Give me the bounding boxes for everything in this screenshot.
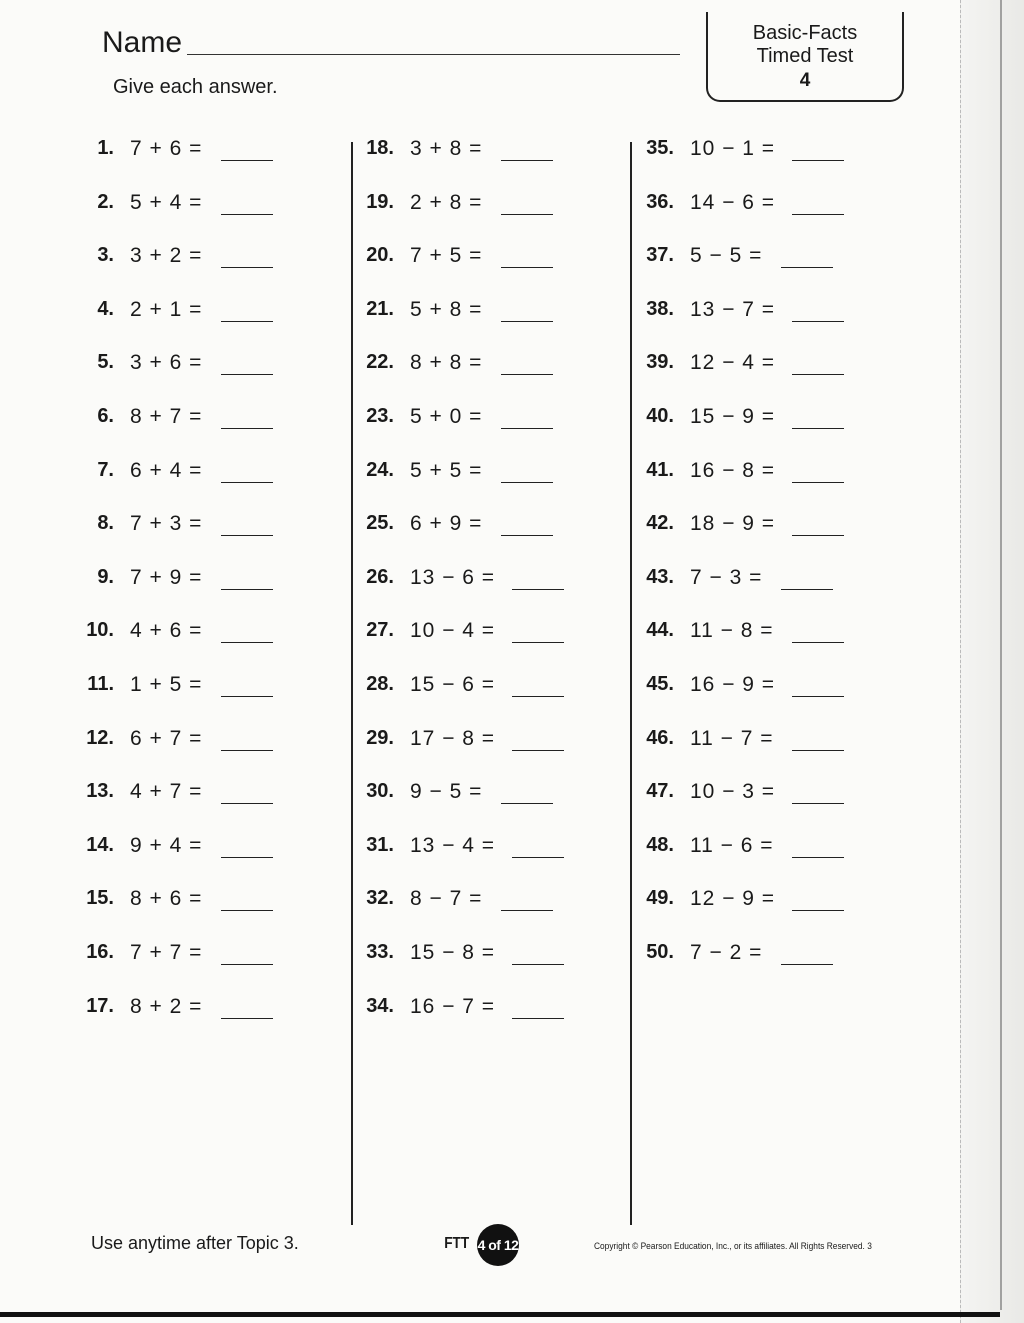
problem-number: 15. bbox=[86, 887, 114, 910]
problem-expression: 11 − 8 = bbox=[690, 619, 774, 643]
problem-number: 46. bbox=[646, 726, 674, 749]
problem-expression: 5 − 5 = bbox=[690, 244, 763, 268]
answer-blank[interactable] bbox=[221, 857, 273, 858]
problem-number: 16. bbox=[86, 941, 114, 963]
problem-number: 27. bbox=[366, 619, 394, 642]
answer-blank[interactable] bbox=[221, 589, 273, 590]
problem-expression: 4 + 6 = bbox=[130, 619, 203, 643]
name-field[interactable] bbox=[187, 54, 680, 55]
title-box bbox=[706, 12, 904, 102]
problem-number: 17. bbox=[86, 994, 114, 1017]
problem-number: 25. bbox=[366, 512, 394, 535]
problem-number: 11. bbox=[87, 673, 114, 695]
problem-number: 37. bbox=[646, 244, 674, 267]
answer-blank[interactable] bbox=[792, 321, 844, 322]
problem-expression: 11 − 7 = bbox=[690, 726, 774, 750]
answer-blank[interactable] bbox=[221, 267, 273, 268]
problem-number: 44. bbox=[646, 619, 674, 642]
answer-blank[interactable] bbox=[221, 214, 273, 215]
answer-blank[interactable] bbox=[501, 374, 553, 375]
problem-expression: 5 + 4 = bbox=[130, 190, 203, 214]
problem-expression: 15 − 8 = bbox=[410, 941, 496, 964]
answer-blank[interactable] bbox=[501, 160, 553, 161]
title-line-2: Timed Test bbox=[756, 45, 854, 67]
problem-expression: 7 − 3 = bbox=[690, 565, 763, 589]
problem-expression: 15 − 6 = bbox=[410, 673, 496, 696]
problem-number: 8. bbox=[97, 512, 114, 535]
problem-number: 10. bbox=[86, 619, 114, 642]
problem-expression: 3 + 6 = bbox=[130, 351, 203, 375]
problem-number: 50. bbox=[646, 941, 674, 963]
problem-expression: 11 − 6 = bbox=[690, 833, 774, 857]
problem-number: 4. bbox=[97, 297, 114, 320]
problem-expression: 3 + 2 = bbox=[130, 244, 203, 268]
problem-expression: 7 + 7 = bbox=[130, 941, 203, 964]
problem-expression: 13 − 7 = bbox=[690, 297, 776, 321]
answer-blank[interactable] bbox=[221, 642, 273, 643]
answer-blank[interactable] bbox=[792, 642, 844, 643]
answer-blank[interactable] bbox=[781, 267, 833, 268]
problem-expression: 16 − 7 = bbox=[410, 994, 496, 1018]
answer-blank[interactable] bbox=[501, 910, 553, 911]
problem-number: 2. bbox=[97, 190, 114, 213]
problem-expression: 15 − 9 = bbox=[690, 405, 776, 428]
problem-number: 3. bbox=[97, 244, 114, 267]
answer-blank[interactable] bbox=[792, 214, 844, 215]
answer-blank[interactable] bbox=[792, 428, 844, 429]
problem-number: 34. bbox=[366, 994, 394, 1017]
problem-expression: 9 + 4 = bbox=[130, 833, 203, 857]
footer-note: Use anytime after Topic 3. bbox=[91, 1233, 299, 1253]
answer-blank[interactable] bbox=[221, 160, 273, 161]
problem-number: 21. bbox=[366, 297, 394, 320]
answer-blank[interactable] bbox=[512, 750, 564, 751]
problem-number: 20. bbox=[366, 244, 394, 267]
problem-number: 7. bbox=[97, 458, 114, 481]
problem-expression: 18 − 9 = bbox=[690, 512, 776, 536]
answer-blank[interactable] bbox=[792, 803, 844, 804]
answer-blank[interactable] bbox=[792, 535, 844, 536]
problem-number: 19. bbox=[366, 190, 394, 213]
problem-expression: 13 − 6 = bbox=[410, 565, 496, 589]
problem-number: 47. bbox=[646, 780, 674, 803]
answer-blank[interactable] bbox=[792, 857, 844, 858]
answer-blank[interactable] bbox=[221, 1018, 273, 1019]
problem-number: 5. bbox=[97, 351, 114, 374]
answer-blank[interactable] bbox=[512, 589, 564, 590]
problem-expression: 6 + 4 = bbox=[130, 458, 203, 482]
problem-number: 49. bbox=[646, 887, 674, 910]
problem-number: 23. bbox=[366, 405, 394, 427]
answer-blank[interactable] bbox=[512, 964, 564, 965]
problem-number: 39. bbox=[646, 351, 674, 374]
problem-expression: 5 + 0 = bbox=[410, 405, 483, 428]
answer-blank[interactable] bbox=[221, 321, 273, 322]
problem-expression: 6 + 7 = bbox=[130, 726, 203, 750]
answer-blank[interactable] bbox=[792, 696, 844, 697]
bottom-rule bbox=[0, 1312, 1000, 1317]
problem-expression: 16 − 8 = bbox=[690, 458, 776, 482]
answer-blank[interactable] bbox=[512, 1018, 564, 1019]
problem-expression: 12 − 9 = bbox=[690, 887, 776, 911]
title-line-1: Basic-Facts bbox=[752, 22, 858, 44]
problem-expression: 12 − 4 = bbox=[690, 351, 776, 375]
problem-expression: 7 + 5 = bbox=[410, 244, 483, 268]
test-number: 4 bbox=[799, 70, 811, 91]
answer-blank[interactable] bbox=[792, 750, 844, 751]
page-edge bbox=[960, 0, 1024, 1323]
problem-expression: 10 − 1 = bbox=[690, 137, 776, 160]
copyright: Copyright © Pearson Education, Inc., or its affiliates. All Rights Reserved. 3 bbox=[594, 1241, 872, 1252]
problem-expression: 2 + 1 = bbox=[130, 297, 203, 321]
answer-blank[interactable] bbox=[221, 696, 273, 697]
problem-number: 29. bbox=[366, 726, 394, 749]
problem-expression: 10 − 3 = bbox=[690, 780, 776, 804]
name-label: Name bbox=[102, 26, 183, 59]
problem-number: 45. bbox=[646, 673, 674, 695]
answer-blank[interactable] bbox=[512, 696, 564, 697]
problem-expression: 8 + 6 = bbox=[130, 887, 203, 911]
answer-blank[interactable] bbox=[221, 535, 273, 536]
problem-expression: 8 − 7 = bbox=[410, 887, 483, 911]
answer-blank[interactable] bbox=[221, 964, 273, 965]
problem-expression: 7 − 2 = bbox=[690, 941, 763, 964]
problem-expression: 8 + 8 = bbox=[410, 351, 483, 375]
problem-number: 28. bbox=[366, 673, 394, 695]
problem-number: 35. bbox=[646, 137, 674, 159]
problem-expression: 5 + 5 = bbox=[410, 458, 483, 482]
answer-blank[interactable] bbox=[501, 803, 553, 804]
problem-number: 43. bbox=[646, 565, 674, 588]
column-divider bbox=[351, 142, 353, 1225]
ftt-label: FTT bbox=[444, 1235, 470, 1252]
answer-blank[interactable] bbox=[512, 857, 564, 858]
answer-blank[interactable] bbox=[501, 535, 553, 536]
page-edge-line bbox=[1000, 0, 1002, 1310]
problem-number: 38. bbox=[646, 297, 674, 320]
problem-expression: 7 + 6 = bbox=[130, 137, 203, 160]
problem-number: 9. bbox=[97, 565, 114, 588]
problem-number: 40. bbox=[646, 405, 674, 427]
problem-number: 1. bbox=[97, 137, 114, 159]
answer-blank[interactable] bbox=[781, 964, 833, 965]
problem-number: 6. bbox=[97, 405, 114, 427]
problem-number: 31. bbox=[366, 833, 394, 856]
problem-number: 26. bbox=[366, 565, 394, 588]
problem-number: 22. bbox=[366, 351, 394, 374]
problem-expression: 13 − 4 = bbox=[410, 833, 496, 857]
answer-blank[interactable] bbox=[221, 428, 273, 429]
problem-number: 14. bbox=[86, 833, 114, 856]
problem-number: 36. bbox=[646, 190, 674, 213]
problem-number: 18. bbox=[366, 137, 394, 159]
problem-number: 30. bbox=[366, 780, 394, 803]
answer-blank[interactable] bbox=[501, 321, 553, 322]
instructions: Give each answer. bbox=[113, 76, 278, 98]
answer-blank[interactable] bbox=[501, 482, 553, 483]
problem-expression: 9 − 5 = bbox=[410, 780, 483, 804]
answer-blank[interactable] bbox=[781, 589, 833, 590]
answer-blank[interactable] bbox=[221, 374, 273, 375]
problem-expression: 3 + 8 = bbox=[410, 137, 483, 160]
answer-blank[interactable] bbox=[221, 803, 273, 804]
problem-expression: 17 − 8 = bbox=[410, 726, 496, 750]
problem-number: 13. bbox=[86, 780, 114, 803]
problem-expression: 5 + 8 = bbox=[410, 297, 483, 321]
problem-expression: 2 + 8 = bbox=[410, 190, 483, 214]
answer-blank[interactable] bbox=[501, 214, 553, 215]
answer-blank[interactable] bbox=[792, 160, 844, 161]
answer-blank[interactable] bbox=[512, 642, 564, 643]
problem-expression: 8 + 7 = bbox=[130, 405, 203, 428]
answer-blank[interactable] bbox=[221, 482, 273, 483]
problem-expression: 7 + 3 = bbox=[130, 512, 203, 536]
answer-blank[interactable] bbox=[221, 750, 273, 751]
answer-blank[interactable] bbox=[501, 267, 553, 268]
problem-number: 32. bbox=[366, 887, 394, 910]
problem-expression: 14 − 6 = bbox=[690, 190, 776, 214]
column-divider bbox=[630, 142, 632, 1225]
problem-number: 12. bbox=[86, 726, 114, 749]
answer-blank[interactable] bbox=[792, 482, 844, 483]
answer-blank[interactable] bbox=[792, 374, 844, 375]
problem-expression: 7 + 9 = bbox=[130, 565, 203, 589]
problem-number: 33. bbox=[366, 941, 394, 963]
problem-expression: 4 + 7 = bbox=[130, 780, 203, 804]
problem-expression: 10 − 4 = bbox=[410, 619, 496, 643]
problem-expression: 8 + 2 = bbox=[130, 994, 203, 1018]
problem-expression: 6 + 9 = bbox=[410, 512, 483, 536]
page-badge: 4 of 12 bbox=[477, 1224, 519, 1266]
problem-number: 41. bbox=[646, 458, 674, 481]
answer-blank[interactable] bbox=[792, 910, 844, 911]
problem-number: 42. bbox=[646, 512, 674, 535]
answer-blank[interactable] bbox=[501, 428, 553, 429]
problem-number: 24. bbox=[366, 458, 394, 481]
problem-number: 48. bbox=[646, 833, 674, 856]
answer-blank[interactable] bbox=[221, 910, 273, 911]
problem-expression: 16 − 9 = bbox=[690, 673, 776, 696]
problem-expression: 1 + 5 = bbox=[130, 673, 203, 696]
